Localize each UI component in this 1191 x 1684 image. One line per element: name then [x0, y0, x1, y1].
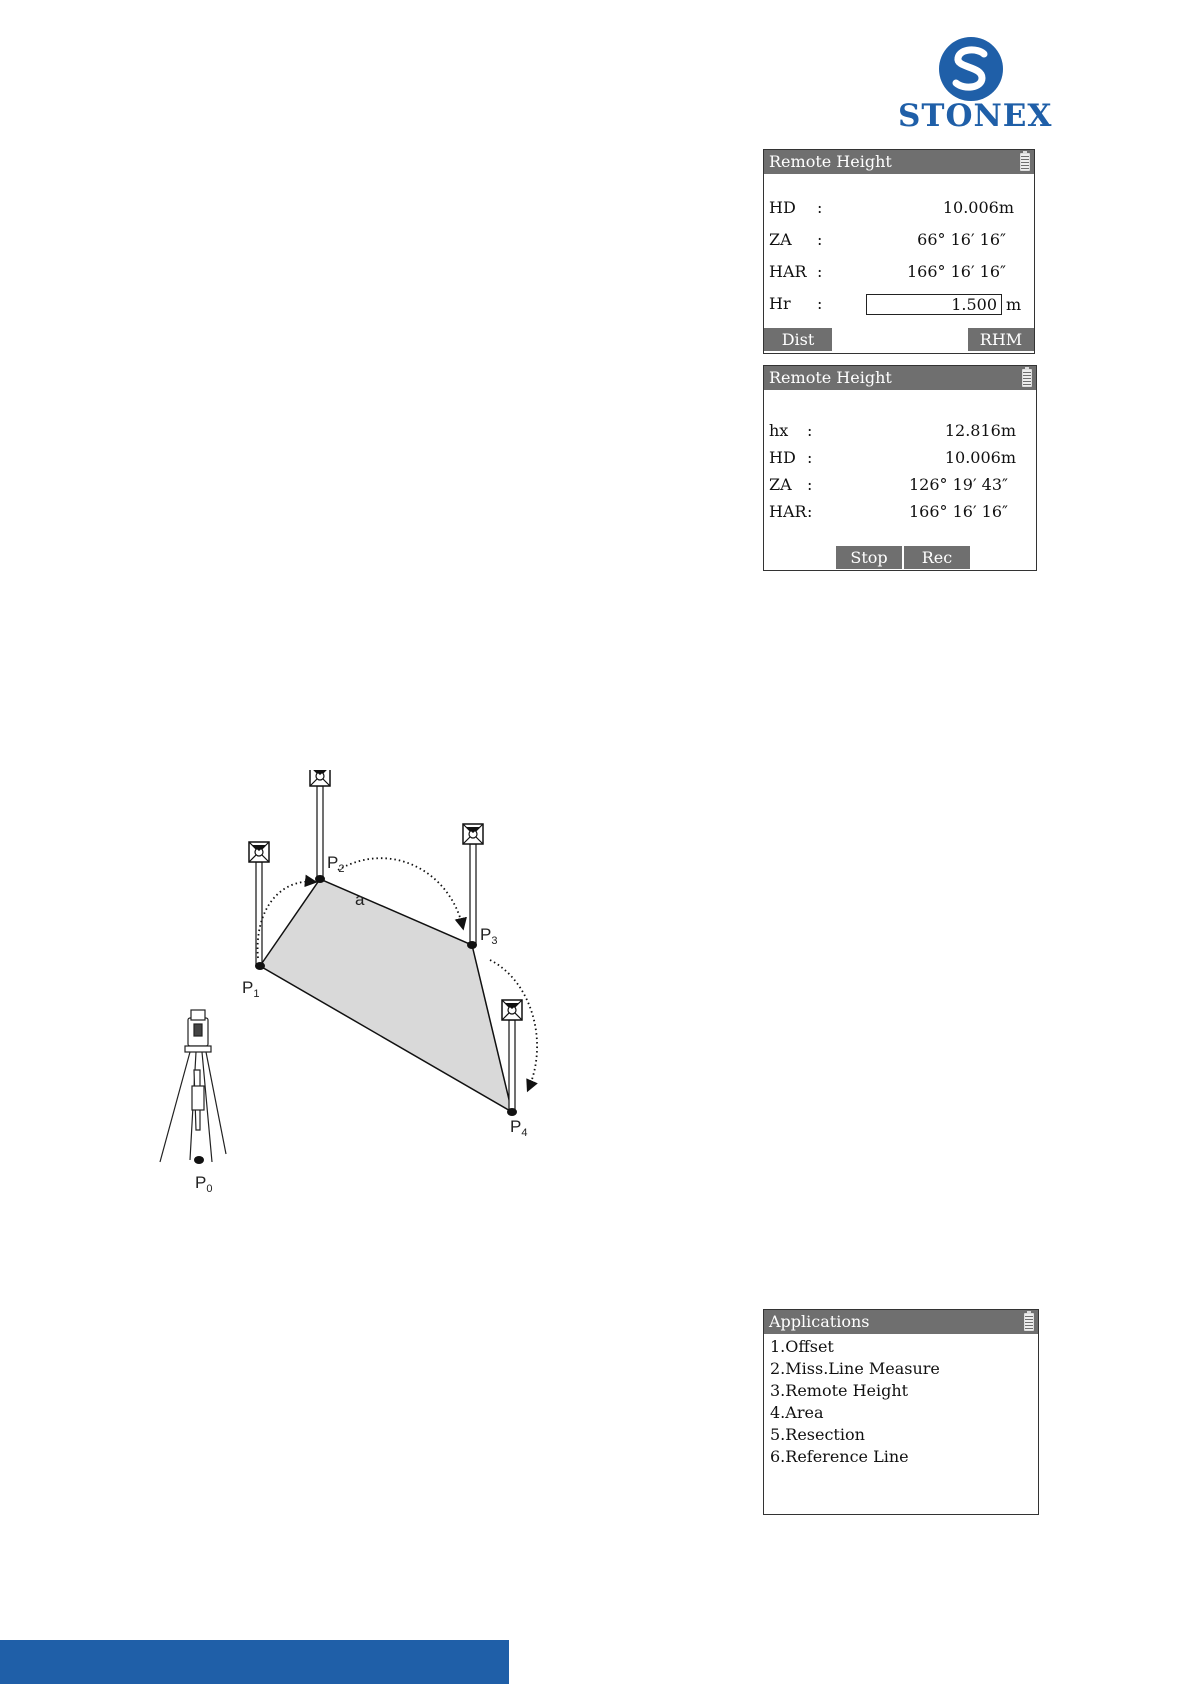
- row-label: ZA: [769, 230, 792, 249]
- row-label: Hr: [769, 294, 791, 313]
- battery-icon: [1022, 369, 1032, 387]
- menu-item-area[interactable]: 4.Area: [770, 1403, 824, 1422]
- label-p2: $P_2$: [327, 853, 345, 875]
- stop-softkey[interactable]: Stop: [836, 546, 902, 569]
- station-point-p0: [194, 1156, 204, 1164]
- label-p1: $P_1$: [242, 978, 260, 1000]
- screen-remote-height-1: [763, 149, 1035, 354]
- menu-item-reference-line[interactable]: 6.Reference Line: [770, 1447, 909, 1466]
- battery-icon: [1024, 1313, 1034, 1331]
- vertex-p1: [255, 962, 265, 970]
- rec-softkey[interactable]: Rec: [904, 546, 970, 569]
- rhm-softkey[interactable]: RHM: [968, 328, 1034, 351]
- screen-title: Remote Height: [769, 152, 892, 171]
- area-measurement-diagram: [150, 770, 570, 1200]
- label-p0: $P_0$: [195, 1173, 213, 1195]
- row-label: ZA: [769, 475, 792, 494]
- battery-icon: [1020, 153, 1030, 171]
- row-hx: hx : 12.816m: [769, 421, 1016, 440]
- title-bar: [764, 366, 1036, 390]
- row-value: 66° 16′ 16″: [917, 230, 1006, 249]
- vertex-p3: [467, 941, 477, 949]
- prism-icon: [502, 1000, 522, 1020]
- title-bar: [764, 150, 1034, 174]
- screen-title: Remote Height: [769, 368, 892, 387]
- row-label: HD: [769, 198, 796, 217]
- prism-pole-p1: [249, 842, 269, 966]
- menu-item-remote-height[interactable]: 3.Remote Height: [770, 1381, 909, 1400]
- row-za: ZA : 66° 16′ 16″: [769, 230, 1006, 249]
- row-value: 166° 16′ 16″: [906, 262, 1006, 281]
- row-hr: Hr :: [769, 294, 823, 313]
- dist-softkey[interactable]: Dist: [764, 328, 832, 351]
- row-har: HAR : 166° 16′ 16″: [769, 262, 1006, 281]
- row-value: 12.816m: [944, 421, 1016, 440]
- screen-applications: [763, 1309, 1039, 1515]
- row-har: HAR : 166° 16′ 16″: [769, 502, 1008, 521]
- row-value: 126° 19′ 43″: [908, 475, 1008, 494]
- prism-icon: [249, 842, 269, 862]
- stonex-logo: [898, 36, 1053, 136]
- label-p3: $P_3$: [480, 925, 498, 947]
- hr-unit: m: [1006, 295, 1022, 314]
- area-label: a: [355, 890, 365, 909]
- prism-icon: [310, 770, 330, 786]
- title-bar: [764, 1310, 1038, 1334]
- hr-input[interactable]: 1.500: [866, 294, 1002, 315]
- label-p4: $P_4$: [510, 1117, 528, 1139]
- total-station-icon: [160, 1010, 226, 1162]
- stonex-s-icon: [938, 36, 1004, 102]
- menu-item-miss-line-measure[interactable]: 2.Miss.Line Measure: [770, 1359, 940, 1378]
- row-value: 10.006m: [942, 198, 1014, 217]
- vertex-p2: [315, 875, 325, 883]
- row-za: ZA : 126° 19′ 43″: [769, 475, 1008, 494]
- menu-item-resection[interactable]: 5.Resection: [770, 1425, 865, 1444]
- footer-bar: [0, 1640, 509, 1684]
- row-hd: HD : 10.006m: [769, 198, 1014, 217]
- screen-title: Applications: [769, 1312, 870, 1331]
- row-hd: HD : 10.006m: [769, 448, 1016, 467]
- row-label: hx: [769, 421, 789, 440]
- brand-wordmark: STONEX: [898, 98, 1053, 134]
- row-value: 166° 16′ 16″: [908, 502, 1008, 521]
- menu-item-offset[interactable]: 1.Offset: [770, 1337, 834, 1356]
- row-label: HAR: [769, 502, 807, 521]
- screen-remote-height-2: [763, 365, 1037, 571]
- row-label: HD: [769, 448, 796, 467]
- row-label: HAR: [769, 262, 807, 281]
- row-value: 10.006m: [944, 448, 1016, 467]
- prism-icon: [463, 824, 483, 844]
- vertex-p4: [507, 1108, 517, 1116]
